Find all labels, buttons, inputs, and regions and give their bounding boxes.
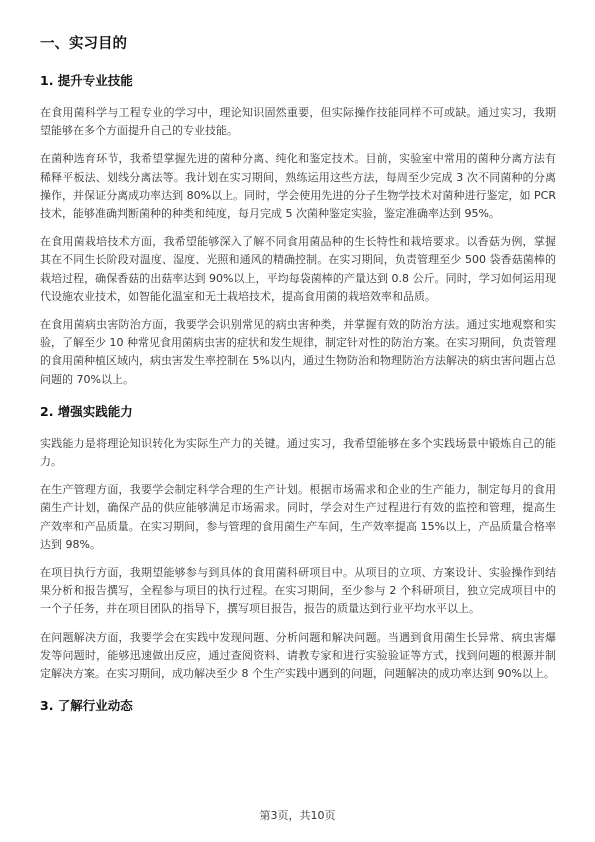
subsection-heading-3: 3. 了解行业动态: [40, 698, 133, 714]
subsection-heading-1: 1. 提升专业技能: [40, 73, 133, 88]
paragraph: 实践能力是将理论知识转化为实际生产力的关键。通过实习，我希望能够在多个实践场景中锻炼自己的能力。: [40, 436, 556, 469]
section-title: 一、实习目的: [40, 36, 127, 52]
paragraph: 在食用菌病虫害防治方面，我要学会识别常见的病虫害种类，并掌握有效的防治方法。通过实地观察和实验，了解至少 10 种常见食用菌病虫害的症状和发生规律，制定针对性的防治方案。在实习期间，负责管理的食用菌种植区域内，病虫害发生率控制在 5%以内，通过生物防治和物理防治方法解决的病虫害问题占总问题的 70%以上。: [40, 318, 556, 386]
paragraph: 在项目执行方面，我期望能够参与到具体的食用菌科研项目中。从项目的立项、方案设计、实验操作到结果分析和报告撰写，全程参与项目的执行过程。在实习期间，至少参与 2 个科研项目，独立完成项目中的一个子任务，并在项目团队的指导下，撰写项目报告，报告的质量达到行业平均水平以上。: [40, 566, 556, 616]
subsection-heading-2: 2. 增强实践能力: [40, 403, 133, 419]
paragraph: 在菌种选育环节，我希望掌握先进的菌种分离、纯化和鉴定技术。目前，实验室中常用的菌种分离方法有稀释平板法、划线分离法等。我计划在实习期间，熟练运用这些方法，每周至少完成 3 次不同菌种的分离操作，并保证分离成功率达到 80%以上。同时，学会使用先进的分子生物学技术对菌种进行鉴定，如 PCR 技术，能够准确判断菌种的种类和纯度，每月完成 5 次菌种鉴定实验，鉴定准确率达到 95%。: [40, 152, 556, 221]
paragraph: 在食用菌科学与工程专业的学习中，理论知识固然重要，但实际操作技能同样不可或缺。通过实习，我期望能够在多个方面提升自己的专业技能。: [40, 106, 556, 138]
paragraph: 在生产管理方面，我要学会制定科学合理的生产计划。根据市场需求和企业的生产能力，制定每月的食用菌生产计划，确保产品的供应能够满足市场需求。同时，学会对生产过程进行有效的监控和管理，提高生产效率和产品质量。在实习期间，参与管理的食用菌生产车间，生产效率提高 15%以上，产品质量合格率达到 98%。: [40, 483, 556, 551]
paragraph: 在问题解决方面，我要学会在实践中发现问题、分析问题和解决问题。当遇到食用菌生长异常、病虫害爆发等问题时，能够迅速做出反应，通过查阅资料、请教专家和进行实验验证等方式，找到问题的根源并制定解决方案。在实习期间，成功解决至少 8 个生产实践中遇到的问题，问题解决的成功率达到 90%以上。: [40, 630, 556, 681]
paragraph: 在食用菌栽培技术方面，我希望能够深入了解不同食用菌品种的生长特性和栽培要求。以香菇为例，掌握其在不同生长阶段对温度、湿度、光照和通风的精确控制。在实习期间，负责管理至少 500 袋香菇菌棒的栽培过程，确保香菇的出菇率达到 90%以上，平均每袋菌棒的产量达到 0.8 公斤。同时，学习如何运用现代设施农业技术，如智能化温室和无土栽培技术，提高食用菌的栽培效率和品质。: [40, 235, 556, 303]
page-footer: 第3页，共10页: [259, 809, 336, 822]
page-content: [40, 34, 556, 729]
